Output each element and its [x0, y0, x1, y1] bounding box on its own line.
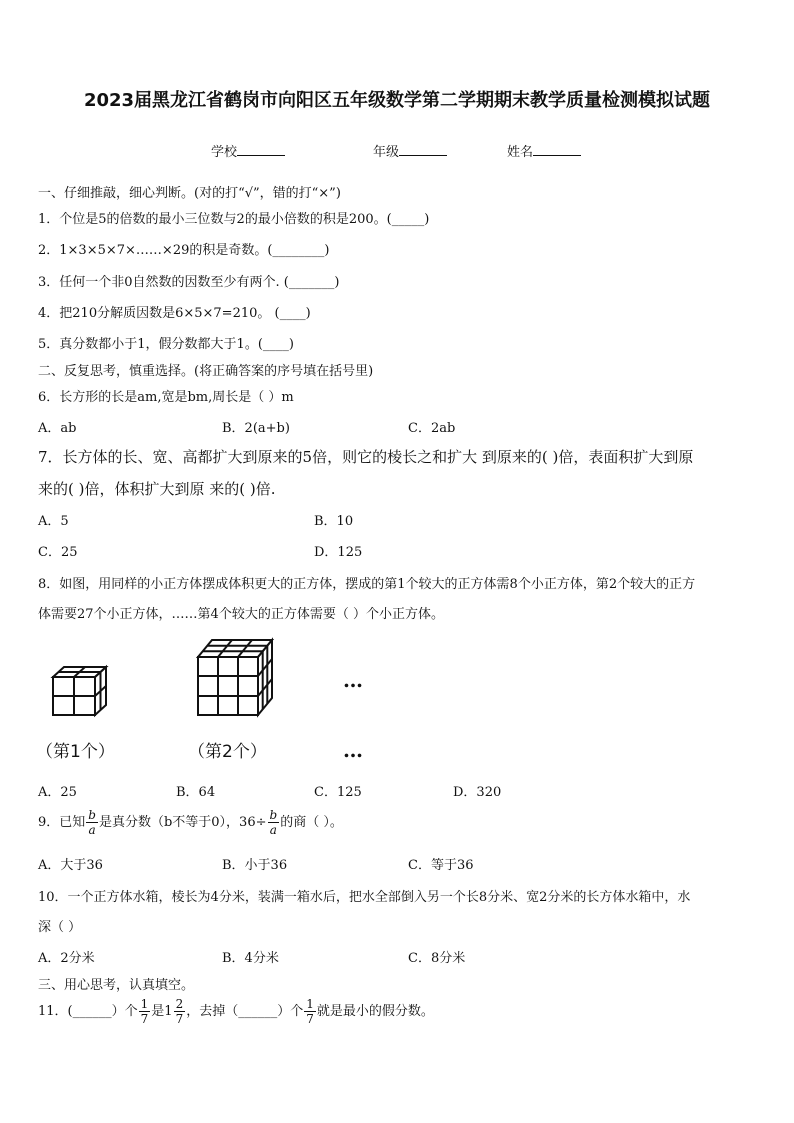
- question-11: [38, 997, 434, 1026]
- section-1-heading: 一、仔细推敲，细心判断。(对的打“√”，错的打“×”): [38, 186, 341, 201]
- question-8-line-1: 8．如图，用同样的小正方体摆成体积更大的正方体，摆成的第1个较大的正方体需8个小正方体，第2个较大的正方: [38, 577, 696, 592]
- q11-text-mid1: 是: [151, 1004, 165, 1019]
- section-2-heading: 二、反复思考，慎重选择。(将正确答案的序号填在括号里): [38, 364, 374, 379]
- q10-option-c[interactable]: C．8分米: [408, 951, 466, 966]
- q10-option-a[interactable]: A．2分米: [38, 951, 95, 966]
- question-1: 1．个位是5的倍数的最小三位数与2的最小倍数的积是200。(_____): [38, 212, 430, 227]
- question-2: 2．1×3×5×7×……×29的积是奇数。(________): [38, 243, 330, 258]
- q11-fraction-2-den: 7: [306, 1012, 314, 1026]
- q11-fraction-2: [304, 997, 316, 1026]
- q9-option-c[interactable]: C．等于36: [408, 858, 474, 873]
- name-blank[interactable]: [533, 143, 581, 156]
- q9-text-post: 的商（ ）。: [280, 815, 343, 830]
- q7-option-d[interactable]: D．125: [314, 545, 363, 560]
- q9-fraction-1-den: a: [88, 823, 96, 837]
- q8-option-b[interactable]: B．64: [176, 785, 216, 800]
- q9-text-pre: 9．已知: [38, 815, 86, 830]
- school-label: 学校: [211, 145, 238, 160]
- q11-fraction-1: [139, 997, 151, 1026]
- grade-blank[interactable]: [399, 143, 447, 156]
- q9-fraction-2-num: b: [269, 808, 278, 822]
- q11-mixed-fraction: [174, 997, 186, 1026]
- q9-fraction-1: [86, 808, 98, 837]
- q6-option-a[interactable]: A．ab: [38, 421, 77, 436]
- cube-figure-2: [194, 636, 276, 718]
- figure-label-1: （第1个）: [36, 742, 115, 762]
- question-3: 3．任何一个非0自然数的因数至少有两个. (_______): [38, 275, 340, 290]
- q6-option-c[interactable]: C．2ab: [408, 421, 456, 436]
- name-field: [507, 141, 581, 160]
- question-10-line-2: 深（ ）: [38, 920, 82, 935]
- school-blank[interactable]: [237, 143, 285, 156]
- question-8-line-2: 体需要27个小正方体，……第4个较大的正方体需要（ ）个小正方体。: [38, 607, 444, 622]
- q10-option-b[interactable]: B．4分米: [222, 951, 279, 966]
- q11-mixed-number: [164, 997, 186, 1026]
- q7-option-a[interactable]: A．5: [38, 514, 69, 529]
- question-7-line-2: 来的( )倍，体积扩大到原 来的( )倍.: [38, 480, 276, 498]
- question-4: 4．把210分解质因数是6×5×7=210。 (____): [38, 306, 311, 321]
- q9-fraction-1-num: b: [88, 808, 96, 822]
- q11-text-mid2: ，去掉（______）个: [186, 1004, 304, 1019]
- grade-label: 年级: [373, 145, 400, 160]
- question-6: 6．长方形的长是am,宽是bm,周长是（ ）m: [38, 390, 294, 405]
- q11-fraction-2-num: 1: [306, 997, 314, 1011]
- name-label: 姓名: [507, 145, 534, 160]
- grade-field: [373, 141, 447, 160]
- question-9: [38, 808, 343, 837]
- figure-label-2: （第2个）: [188, 742, 267, 762]
- q8-option-a[interactable]: A．25: [38, 785, 77, 800]
- q7-option-c[interactable]: C．25: [38, 545, 78, 560]
- question-10-line-1: 10．一个正方体水箱，棱长为4分米，装满一箱水后，把水全部倒入另一个长8分米、宽2分米的长方体水箱中，水: [38, 890, 691, 905]
- figure-ellipsis-top: …: [343, 668, 364, 692]
- q11-text-pre: 11．(______）个: [38, 1004, 138, 1019]
- q11-mixed-num: 2: [175, 997, 184, 1011]
- q9-fraction-2: [268, 808, 280, 837]
- q6-option-b[interactable]: B．2(a+b): [222, 421, 290, 436]
- section-3-heading: 三、用心思考，认真填空。: [38, 978, 195, 993]
- page-title: 2023届黑龙江省鹤岗市向阳区五年级数学第二学期期末教学质量检测模拟试题: [83, 90, 711, 111]
- question-7-line-1: 7．长方体的长、宽、高都扩大到原来的5倍，则它的棱长之和扩大 到原来的( )倍，表面积扩大到原: [38, 448, 694, 466]
- school-field: [211, 141, 285, 160]
- q7-option-b[interactable]: B．10: [314, 514, 354, 529]
- q9-option-b[interactable]: B．小于36: [222, 858, 288, 873]
- q8-option-d[interactable]: D．320: [453, 785, 502, 800]
- question-5: 5．真分数都小于1，假分数都大于1。(____): [38, 337, 294, 352]
- q11-fraction-1-den: 7: [140, 1012, 149, 1026]
- cube-figure-1: [50, 664, 112, 718]
- figure-ellipsis-bottom: …: [343, 738, 364, 762]
- q11-text-post: 就是最小的假分数。: [316, 1004, 434, 1019]
- q11-mixed-whole: 1: [164, 1004, 173, 1019]
- q11-fraction-1-num: 1: [140, 997, 149, 1011]
- q9-text-mid: 是真分数（b不等于0），36÷: [98, 815, 267, 830]
- q8-option-c[interactable]: C．125: [314, 785, 362, 800]
- q9-fraction-2-den: a: [269, 823, 277, 837]
- q11-mixed-den: 7: [175, 1012, 184, 1026]
- q9-option-a[interactable]: A．大于36: [38, 858, 103, 873]
